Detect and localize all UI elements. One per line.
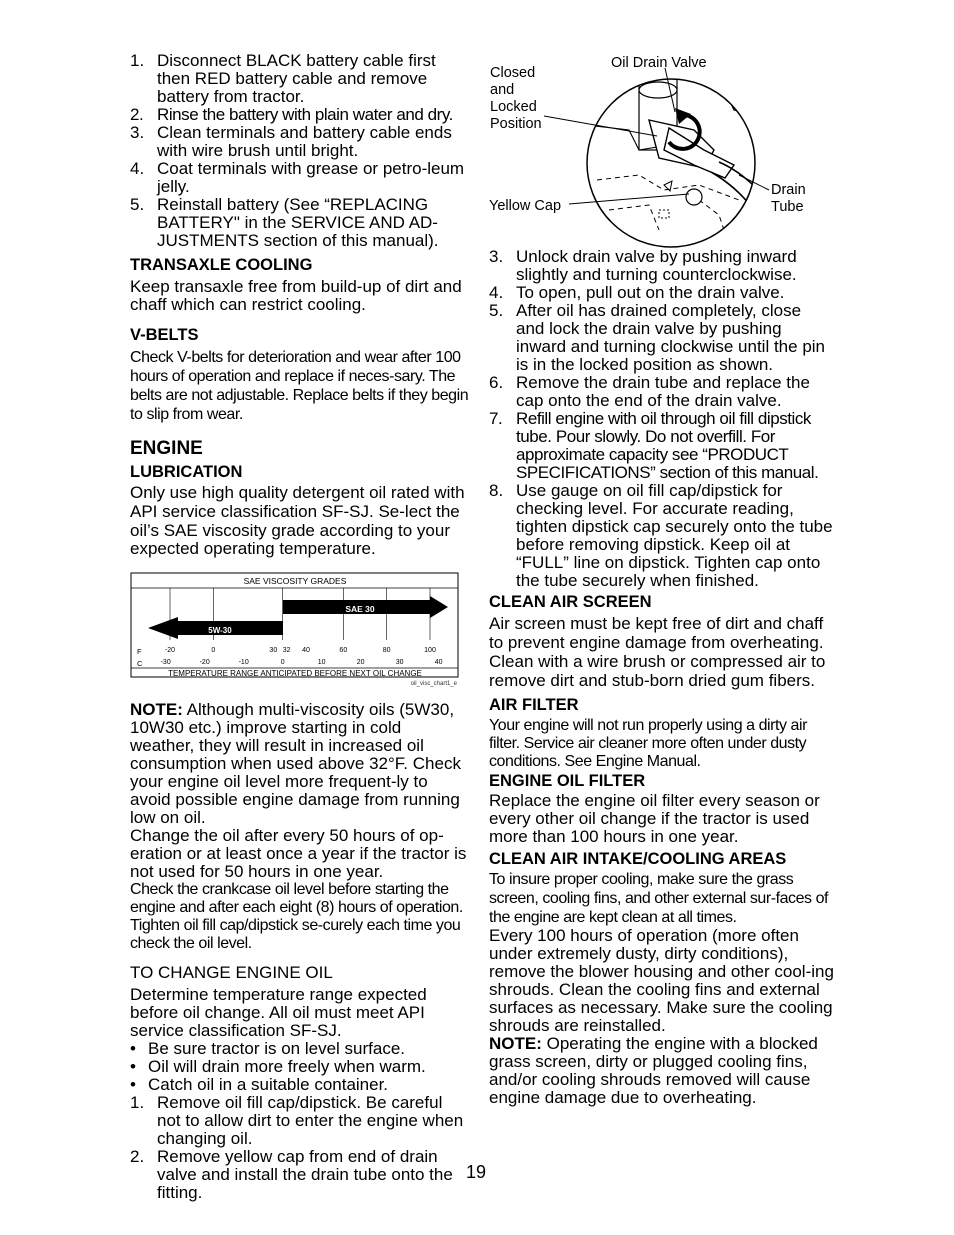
- battery-step-marker: 2.: [130, 105, 144, 124]
- f-tick-label: 0: [211, 647, 216, 655]
- drain-step-text: Use gauge on oil fill cap/dipstick for checking level. For accurate reading, tighten dipstick cap securely onto the tube before removing dipstick. Keep oil at “FULL” line on dipstick. Tighten cap onto the tube securely when finished.: [516, 481, 833, 590]
- drain-step-marker: 7.: [489, 409, 503, 428]
- f-tick-label: 100: [424, 647, 436, 655]
- page-number: 19: [466, 1162, 487, 1182]
- battery-step-marker: 5.: [130, 195, 145, 214]
- bullet-text: Oil will drain more freely when warm.: [148, 1057, 426, 1077]
- battery-steps-list: [130, 52, 470, 250]
- drain-valve-figure: [489, 50, 834, 250]
- engine-oil-filter-heading: ENGINE OIL FILTER: [489, 772, 646, 790]
- f-tick-label: 32: [282, 647, 291, 655]
- f-tick-label: 30: [269, 647, 278, 655]
- lubrication-heading: LUBRICATION: [130, 463, 243, 481]
- note-text: Although multi-viscosity oils (5W30, 10W30 etc.) improve starting in cold weather, they will result in increased oil consumption when used above 32°F. Check your engine oil level more frequent-ly to avoid possible engine damage from running low on oil.: [130, 700, 461, 828]
- drain-step-item: [489, 410, 834, 482]
- viscosity-chart-svg: [130, 572, 460, 690]
- viscosity-chart: [130, 572, 460, 690]
- bullet-item: [130, 1076, 470, 1094]
- f-tick-label: 60: [339, 647, 348, 655]
- label-5w30: 5W-30: [208, 626, 232, 636]
- right-note-paragraph: [489, 1035, 834, 1107]
- drain-step-text: After oil has drained completely, close and lock the drain valve by pushing inward and turning clockwise until the pin is in the locked position as shown.: [516, 301, 826, 374]
- clean-air-screen-text: Air screen must be kept free of dirt and chaff to prevent engine damage from overheating. Clean with a wire brush or compressed air to remove dirt and stub-born dried gum fibers.: [489, 614, 826, 690]
- drain-steps-list: [489, 248, 834, 590]
- chart-footer: TEMPERATURE RANGE ANTICIPATED BEFORE NEXT OIL CHANGE: [168, 669, 422, 679]
- air-filter-heading: AIR FILTER: [489, 696, 579, 714]
- chart-ref-code: oil_visc_chart1_e: [410, 681, 457, 688]
- bullet-item: [130, 1040, 470, 1058]
- battery-step-text: Disconnect BLACK battery cable first then RED battery cable and remove battery from tractor.: [157, 51, 436, 106]
- vbelts-text: Check V-belts for deterioration and wear after 100 hours of operation and replace if neces-sary. The belts are not adjustable. Replace belts if they begin to slip from wear.: [130, 349, 469, 423]
- battery-step-text: Reinstall battery (See “REPLACING BATTERY" in the SERVICE AND AD-JUSTMENTS section of this manual).: [157, 195, 439, 250]
- drain-step-text: Refill engine with oil through oil fill dipstick tube. Pour slowly. Do not overfill. For approximate capacity see “PRODUCT SPECIFICATIONS” section of this manual.: [516, 409, 819, 482]
- battery-step-marker: 1.: [130, 51, 145, 70]
- yellow-cap-label: Yellow Cap: [489, 198, 562, 214]
- bullet-marker: •: [130, 1039, 136, 1059]
- right-note-label: NOTE:: [489, 1034, 542, 1053]
- engine-oil-filter-text: Replace the engine oil filter every season or every other oil change if the tractor is used more than 100 hours in one year.: [489, 791, 820, 846]
- clean-air-intake-heading: CLEAN AIR INTAKE/COOLING AREAS: [489, 850, 787, 868]
- f-tick-label: 40: [302, 647, 310, 655]
- battery-step-item: [130, 106, 470, 124]
- drain-step-item: [489, 284, 834, 302]
- change-step-item: [130, 1148, 470, 1202]
- battery-step-text: Clean terminals and battery cable ends with wire brush until bright.: [157, 123, 452, 160]
- check-level-text: Check the crankcase oil level before starting the engine and after each eight (8) hours of operation. Tighten oil fill cap/dipstick se-curely each time you check the oil level.: [130, 881, 463, 953]
- drain-step-text: Remove the drain tube and replace the cap onto the end of the drain valve.: [516, 373, 810, 410]
- battery-step-marker: 4.: [130, 159, 145, 178]
- change-oil-intro: Determine temperature range expected before oil change. All oil must meet API service classification SF-SJ.: [130, 985, 427, 1041]
- drain-valve-figure-svg: [489, 50, 834, 250]
- bullet-marker: •: [130, 1057, 136, 1077]
- c-tick-label: 30: [395, 659, 404, 667]
- right-text: [489, 248, 834, 1107]
- f-axis-label: F: [137, 647, 142, 657]
- drain-step-text: Unlock drain valve by pushing inward slightly and turning counterclockwise.: [516, 247, 797, 284]
- battery-step-item: [130, 124, 470, 160]
- battery-step-item: [130, 196, 470, 250]
- oil-drain-valve-label: Oil Drain Valve: [611, 55, 707, 71]
- c-tick-label: 10: [317, 659, 326, 667]
- c-tick-label: 40: [434, 659, 443, 667]
- note-label: NOTE:: [130, 700, 183, 720]
- bullet-item: [130, 1058, 470, 1076]
- leader-cap: [569, 194, 689, 204]
- change-step-item: [130, 1094, 470, 1148]
- c-tick-label: -20: [199, 659, 210, 667]
- engine-heading: ENGINE: [130, 438, 203, 459]
- change-oil-heading: TO CHANGE ENGINE OIL: [130, 963, 333, 983]
- drain-step-item: [489, 302, 834, 374]
- drain-step-marker: 5.: [489, 301, 504, 320]
- air-filter-text: Your engine will not run properly using a dirty air filter. Service air cleaner more often under dusty conditions. See Engine Manual.: [489, 717, 807, 770]
- change-step-marker: 2.: [130, 1147, 145, 1167]
- lubrication-text: Only use high quality detergent oil rated with API service classification SF-SJ. Se-lect the oil’s SAE viscosity grade according to your expected operating temperature.: [130, 483, 465, 559]
- c-axis-label: C: [137, 659, 143, 669]
- battery-step-item: [130, 160, 470, 196]
- transaxle-cooling-text: Keep transaxle free from build-up of dirt and chaff which can restrict cooling.: [130, 277, 462, 314]
- battery-step-text: Coat terminals with grease or petro-leum jelly.: [157, 159, 465, 196]
- bullet-marker: •: [130, 1075, 136, 1095]
- drain-tube-label: Drain Tube: [771, 182, 806, 215]
- drain-step-marker: 4.: [489, 283, 504, 302]
- c-tick-label: -30: [160, 659, 171, 667]
- drain-step-marker: 6.: [489, 373, 504, 392]
- f-tick-labels: [165, 647, 436, 654]
- c-tick-label: -10: [238, 659, 249, 667]
- drain-step-marker: 8.: [489, 481, 504, 500]
- f-tick-label: -20: [164, 647, 176, 655]
- transaxle-cooling-heading: TRANSAXLE COOLING: [130, 256, 313, 274]
- change-interval-text: Change the oil after every 50 hours of op-eration or at least once a year if the tractor is not used for 50 hours in one year.: [130, 826, 467, 882]
- battery-step-text: Rinse the battery with plain water and dry.: [157, 105, 453, 124]
- drain-step-marker: 3.: [489, 247, 504, 266]
- vbelts-heading: V-BELTS: [130, 326, 199, 344]
- change-step-marker: 1.: [130, 1093, 145, 1113]
- drain-step-item: [489, 248, 834, 284]
- battery-step-item: [130, 52, 470, 106]
- battery-step-marker: 3.: [130, 123, 145, 142]
- bullet-text: Be sure tractor is on level surface.: [148, 1039, 406, 1059]
- label-sae30: SAE 30: [345, 604, 375, 615]
- chart-title: SAE VISCOSITY GRADES: [243, 576, 347, 587]
- left-column: [130, 52, 470, 1202]
- note-paragraph: [130, 701, 470, 827]
- c-tick-label: 0: [280, 659, 285, 667]
- change-step-text: Remove yellow cap from end of drain valve and install the drain tube onto the fitting.: [157, 1147, 453, 1203]
- drain-step-text: To open, pull out on the drain valve.: [516, 283, 785, 302]
- change-step-text: Remove oil fill cap/dipstick. Be careful not to allow dirt to enter the engine when changing oil.: [157, 1093, 464, 1149]
- engine-detail: [587, 70, 789, 245]
- change-steps-list: [130, 1094, 470, 1202]
- drain-step-item: [489, 482, 834, 590]
- c-tick-labels: [161, 659, 443, 666]
- f-tick-label: 80: [382, 647, 391, 655]
- bullet-list: [130, 1040, 470, 1094]
- c-tick-label: 20: [356, 659, 365, 667]
- clean-air-intake-text-2: Every 100 hours of operation (more often under extremely dusty, dirty conditions), remove the blower housing and other cool-ing shrouds. Clean the cooling fins and external surfaces as necessary. Make sure the cooling shrouds are reinstalled.: [489, 926, 834, 1035]
- closed-locked-label: Closed and Locked Position: [490, 65, 542, 132]
- drain-step-item: [489, 374, 834, 410]
- right-note-text: Operating the engine with a blocked grass screen, dirty or plugged cooling fins, and/or cooling shrouds removed will cause engine damage due to overheating.: [489, 1034, 818, 1107]
- clean-air-screen-heading: CLEAN AIR SCREEN: [489, 593, 652, 611]
- clean-air-intake-text-1: To insure proper cooling, make sure the grass screen, cooling fins, and other external sur-faces of the engine are kept clean at all times.: [489, 871, 829, 926]
- bullet-text: Catch oil in a suitable container.: [148, 1075, 389, 1095]
